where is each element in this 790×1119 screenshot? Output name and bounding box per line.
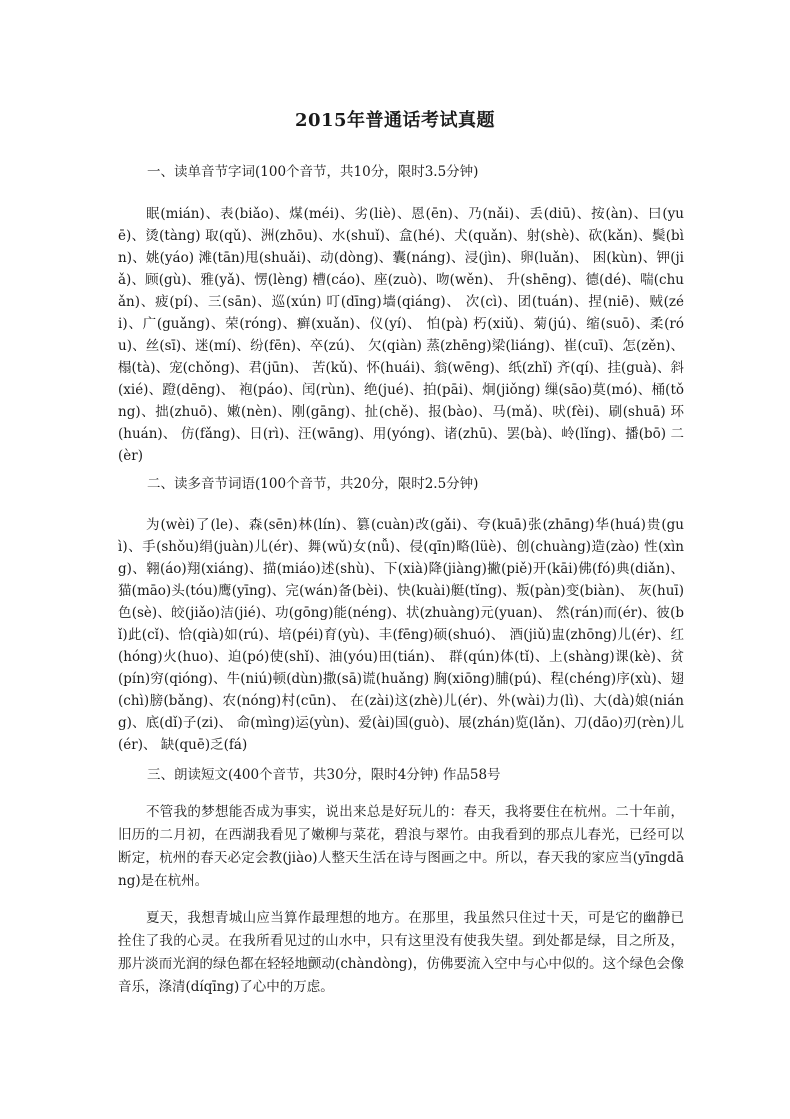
multi-syllable-list: 为(wèi)了(le)、森(sēn)林(lín)、篡(cuàn)改(gǎi)、夸(kuā)张(zhāng)华(huá)贵(guì)、手(shǒu)绢(juàn)儿(ér)、舞(wǔ)女(nǚ)、侵(qīn)略(lüè)、创(chuàng)造(zào) 性(xìng)、翱(áo)翔(xiáng)、描(miáo)述(shù)、下(xià)降(jiàng)撇(piě)开(kāi)佛(fó)典(diǎn)、猫(māo)头(tóu)鹰(yīng)、完(wán)备(bèi)、快(kuài)艇(tǐng)、叛(pàn)变(biàn)、 灰(huī)色(sè)、皎(jiǎo)洁(jié)、功(gōng)能(néng)、状(zhuàng)元(yuan)、 然(rán)而(ér)、彼(bǐ)此(cǐ)、恰(qià)如(rú)、培(péi)育(yù)、丰(fēng)硕(shuó)、 酒(jiǔ)盅(zhōng)儿(ér)、红(hóng)火(huo)、迫(pó)使(shǐ)、油(yóu)田(tián)、 群(qún)体(tǐ)、上(shàng)课(kè)、贫(pín)穷(qióng)、牛(niú)顿(dùn)撒(sā)谎(huǎng) 胸(xiōng)脯(pú)、程(chéng)序(xù)、翅(chì)膀(bǎng)、农(nóng)村(cūn)、 在(zài)这(zhè)儿(ér)、外(wài)力(lì)、大(dà)娘(niáng)、底(dǐ)子(zi)、 命(mìng)运(yùn)、爱(ài)国(guò)、展(zhán)览(lǎn)、刀(dāo)刃(rèn)儿(ér)、 缺(quē)乏(fá) [118, 517, 684, 753]
paragraph-text: 不管我的梦想能否成为事实，说出来总是好玩儿的：春天，我将要住在杭州。二十年前，旧历的二月初，在西湖我看见了嫩柳与菜花，碧浪与翠竹。由我看到的那点儿春光，已经可以断定，杭州的春天必定会教(jiào)人整天生活在诗与图画之中。所以，春天我的家应当(yīngdāng)是在杭州。 [118, 804, 684, 889]
reading-paragraph-2 [118, 907, 684, 999]
section-2-content [118, 514, 684, 756]
reading-paragraph-1 [118, 801, 684, 893]
section-2-heading: 二、读多音节词语(100个音节，共20分，限时2.5分钟) [147, 476, 479, 492]
single-syllable-list: 眠(mián)、表(biǎo)、煤(méi)、劣(liè)、恩(ēn)、乃(nǎi)、丢(diū)、按(àn)、曰(yuē)、烫(tàng) 取(qǔ)、洲(zhōu)、水(shuǐ)、盒(hé)、犬(quǎn)、射(shè)、砍(kǎn)、鬓(bìn)、姚(yáo) 滩(tān)甩(shuǎi)、动(dòng)、囊(náng)、浸(jìn)、卵(luǎn)、 困(kùn)、钾(jiǎ)、顾(gù)、雅(yǎ)、愣(lèng) 槽(cáo)、座(zuò)、吻(wěn)、 升(shēng)、德(dé)、喘(chuǎn)、疲(pí)、三(sān)、巡(xún) 叮(dīng)墙(qiáng)、 次(cì)、团(tuán)、捏(niē)、贼(zéi)、广(guǎng)、荣(róng)、癣(xuǎn)、仪(yí)、 怕(pà) 朽(xiǔ)、菊(jú)、缩(suō)、柔(róu)、丝(sī)、迷(mí)、纷(fēn)、卒(zú)、 欠(qiàn) 蒸(zhēng)梁(liáng)、崔(cuī)、怎(zěn)、榻(tà)、宠(chǒng)、君(jūn)、 苦(kǔ)、怀(huái)、翁(wēng)、纸(zhǐ) 齐(qí)、挂(guà)、斜(xié)、蹬(dēng)、 袍(páo)、闰(rùn)、绝(jué)、拍(pāi)、炯(jiǒng) 缫(sāo)莫(mó)、桶(tǒng)、拙(zhuō)、嫩(nèn)、刚(gāng)、扯(chě)、报(bào)、马(mǎ)、吠(fèi)、刷(shuā) 环(huán)、 仿(fǎng)、日(rì)、汪(wāng)、用(yóng)、诸(zhū)、罢(bà)、岭(lǐng)、播(bō) 二(èr) [118, 206, 684, 464]
paragraph-text: 夏天，我想青城山应当算作最理想的地方。在那里，我虽然只住过十天，可是它的幽静已拴住了我的心灵。在我所看见过的山水中，只有这里没有使我失望。到处都是绿，目之所及，那片淡而光润的绿色都在轻轻地颤动(chàndòng)，仿佛要流入空中与心中似的。这个绿色会像音乐，涤清(díqīng)了心中的万虑。 [118, 910, 684, 995]
page-title: 2015年普通话考试真题 [294, 110, 496, 131]
section-1-content [118, 203, 684, 467]
section-1-heading: 一、读单音节字词(100个音节，共10分，限时3.5分钟) [147, 164, 479, 180]
section-3-heading: 三、朗读短文(400个音节，共30分，限时4分钟) 作品58号 [147, 767, 501, 783]
